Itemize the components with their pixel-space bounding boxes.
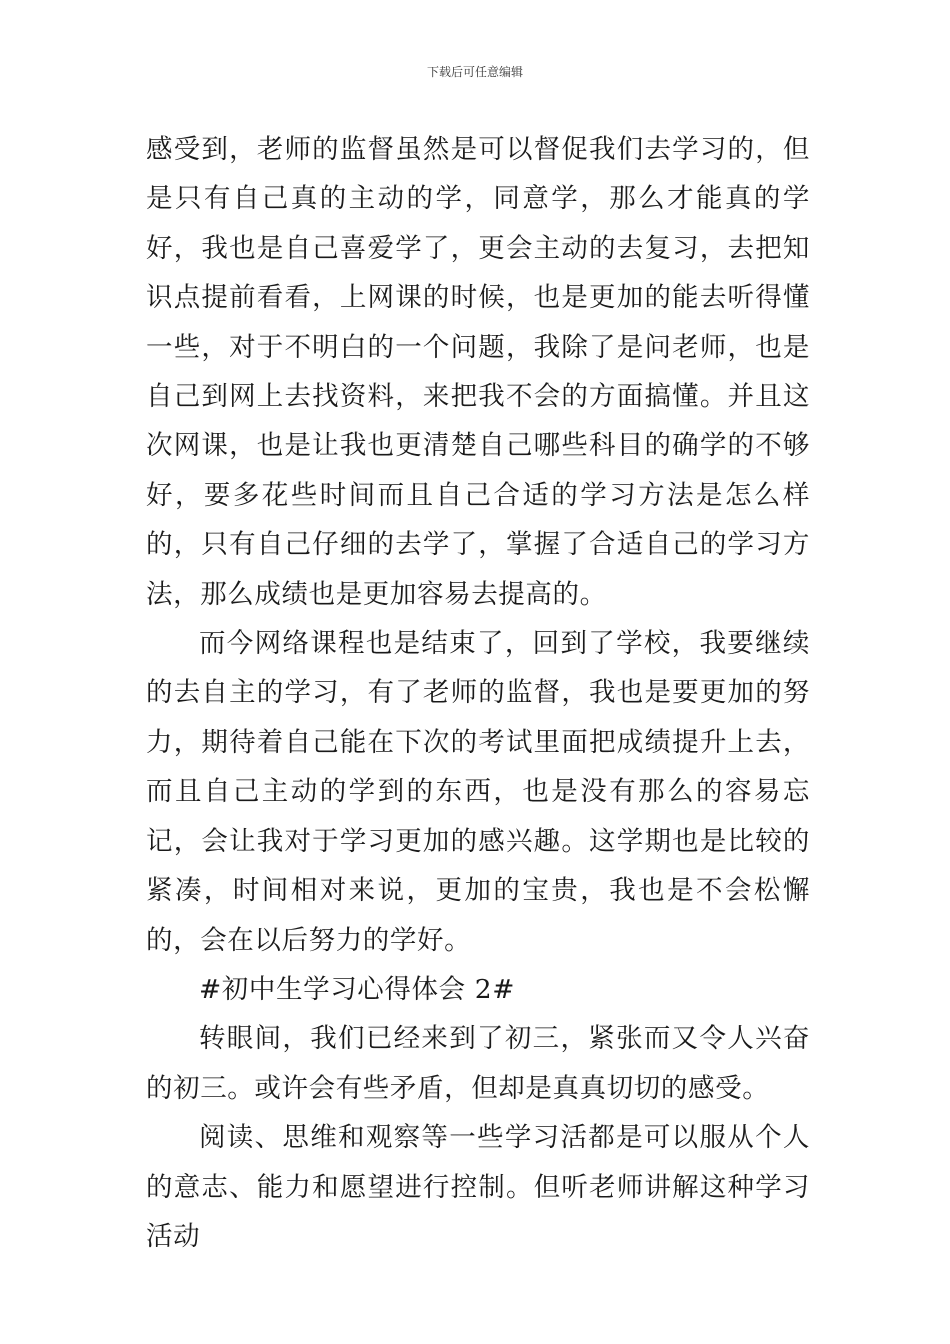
body-paragraph-4: 阅读、思维和观察等一些学习活都是可以服从个人的意志、能力和愿望进行控制。但听老师讲解这种学习活动 bbox=[146, 1122, 810, 1252]
body-paragraph-1: 感受到，老师的监督虽然是可以督促我们去学习的，但是只有自己真的主动的学，同意学，那么才能真的学好，我也是自己喜爱学了，更会主动的去复习，去把知识点提前看看，上网课的时候，也是更加的能去听得懂一些，对于不明白的一个问题，我除了是问老师，也是自己到网上去找资料，来把我不会的方面搞懂。并且这次网课，也是让我也更清楚自己哪些科目的确学的不够好，要多花些时间而且自己合适的学习方法是怎么样的，只有自己仔细的去学了，掌握了合适自己的学习方法，那么成绩也是更加容易去提高的。 bbox=[146, 134, 810, 610]
document-body bbox=[146, 125, 810, 1261]
body-paragraph-2: 而今网络课程也是结束了，回到了学校，我要继续的去自主的学习，有了老师的监督，我也是要更加的努力，期待着自己能在下次的考试里面把成绩提升上去，而且自己主动的学到的东西，也是没有那么的容易忘记，会让我对于学习更加的感兴趣。这学期也是比较的紧凑，时间相对来说，更加的宝贵，我也是不会松懈的，会在以后努力的学好。 bbox=[146, 628, 810, 956]
body-paragraph-3: 转眼间，我们已经来到了初三，紧张而又令人兴奋的初三。或许会有些矛盾，但却是真真切切的感受。 bbox=[146, 1023, 810, 1104]
page-header-note: 下载后可任意编辑 bbox=[426, 65, 523, 79]
section-heading: #初中生学习心得体会 2# bbox=[199, 973, 515, 1005]
